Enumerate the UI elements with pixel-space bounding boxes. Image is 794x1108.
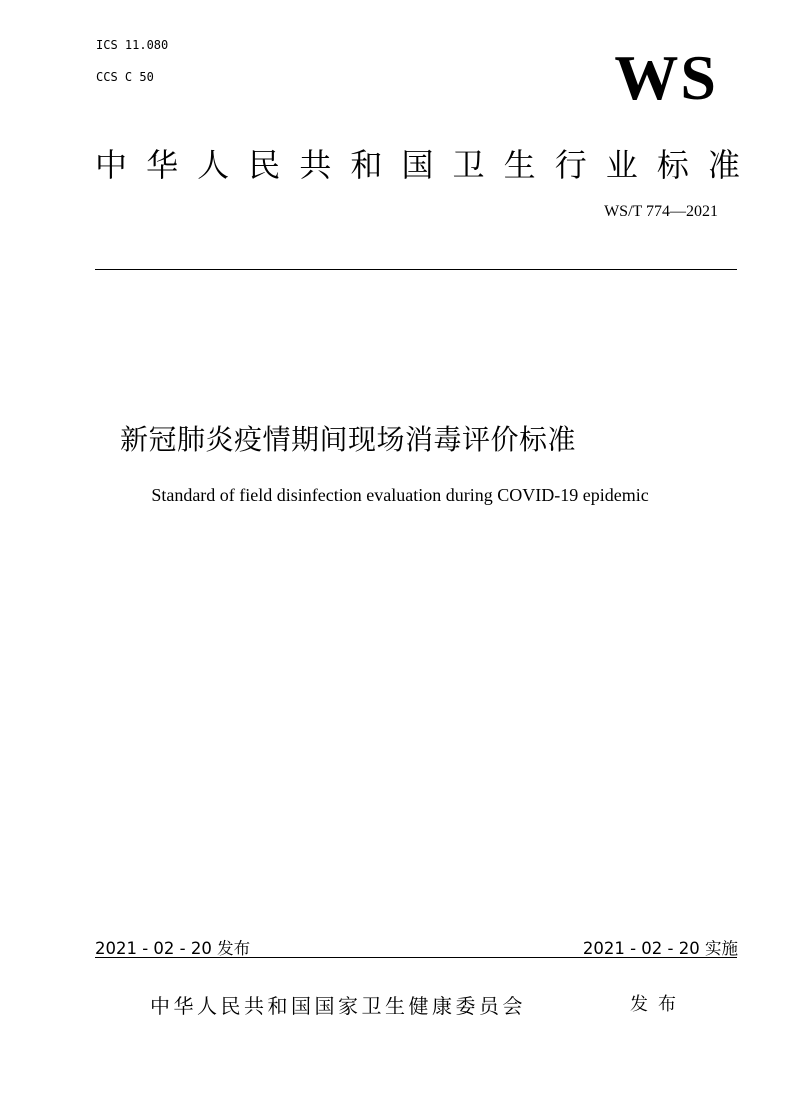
title-char: 民: [248, 146, 281, 184]
issuing-authority: 中华人民共和国国家卫生健康委员会: [150, 994, 526, 1018]
title-char: 生: [503, 146, 536, 184]
title-char: 卫: [452, 146, 485, 184]
standard-category-title: [95, 140, 740, 186]
document-title-chinese: 新冠肺炎疫情期间现场消毒评价标准: [120, 423, 577, 456]
title-char: 和: [350, 146, 383, 184]
title-char: 标: [656, 146, 689, 184]
title-char: 中: [95, 146, 128, 184]
ws-logo: WS: [614, 42, 718, 113]
implementation-date: 2021 - 02 - 20 实施: [582, 939, 738, 958]
issue-date: 2021 - 02 - 20 发布: [95, 939, 251, 958]
ccs-code: CCS C 50: [96, 70, 154, 84]
title-char: 国: [401, 146, 434, 184]
header-divider: [95, 269, 737, 270]
ics-code: ICS 11.080: [96, 38, 169, 52]
title-char: 共: [299, 146, 332, 184]
document-title-english: Standard of field disinfection evaluation during COVID-19 epidemic: [151, 485, 649, 505]
title-char: 行: [554, 146, 587, 184]
standard-number: WS/T 774—2021: [604, 203, 718, 220]
title-char: 人: [197, 146, 230, 184]
title-char: 业: [605, 146, 638, 184]
title-char: 华: [146, 146, 179, 184]
footer-divider: [95, 957, 737, 958]
title-char: 准: [707, 146, 740, 184]
publish-label: 发布: [630, 994, 686, 1015]
